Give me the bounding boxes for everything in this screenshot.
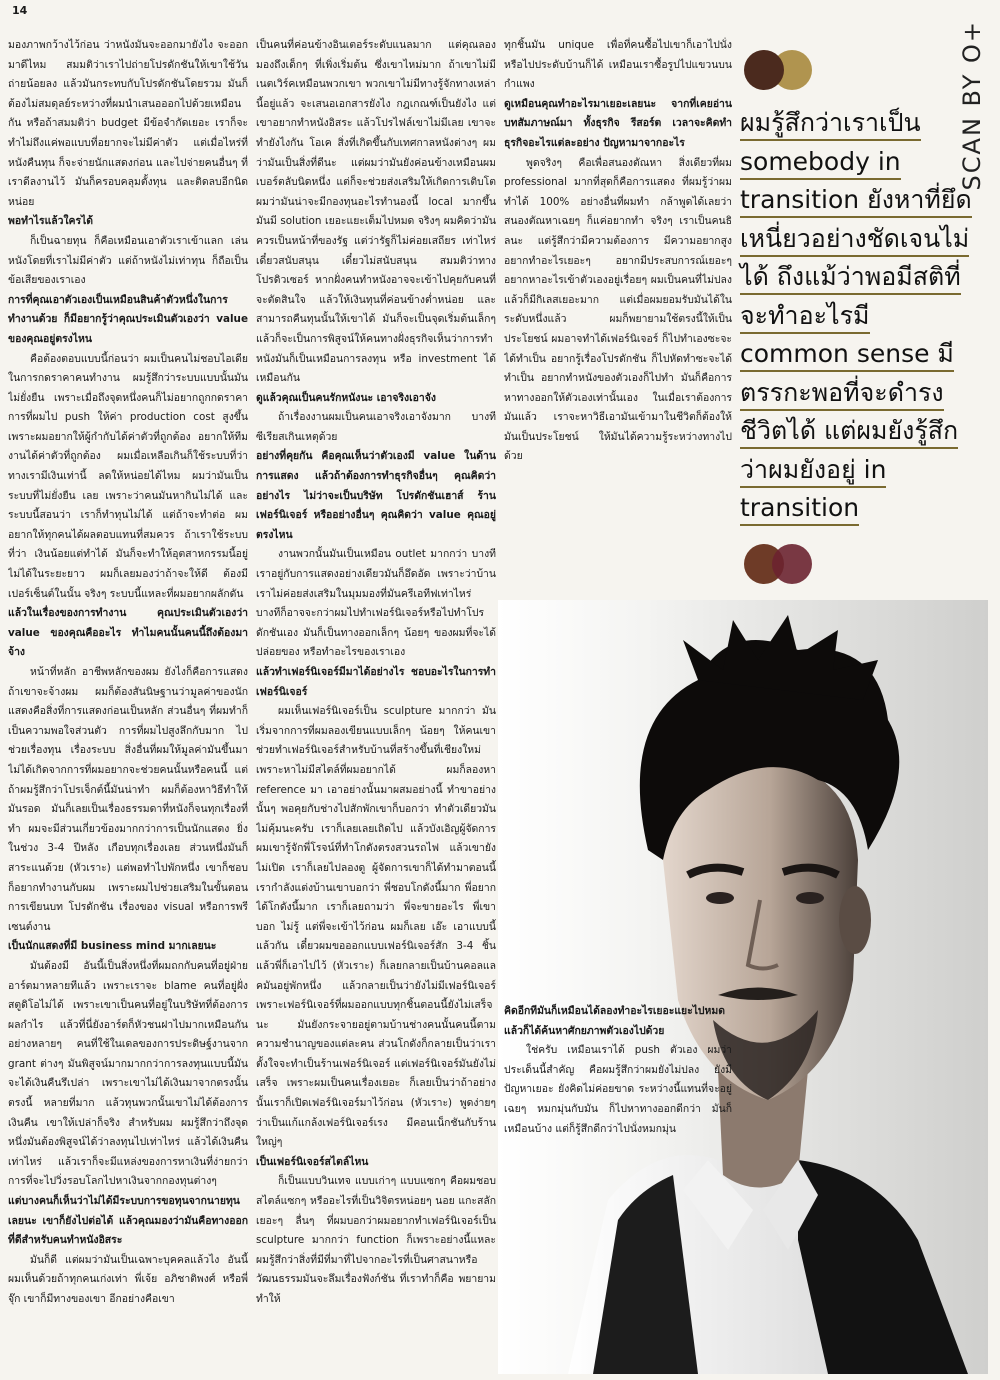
interview-question: เป็นเฟอร์นิเจอร์สไตล์ไหน bbox=[256, 1155, 369, 1168]
paragraph: พูดจริงๆ คือเพื่อสนองตัณหา สิ่งเดียวที่ผม professional มากที่สุดก็คือการแสดง ที่ผมรู้ว่าผมทำได้ 100% อย่างอื่นที่ผมทำ กล้าพูดได้เลยว่าสนองตัณหาเฉยๆ ก็แค่อยากทำ จริงๆ เราเป็นคนธิลนะ แต่รู้สึกว่ามีความต้องการ มีความอยากสูง อยากทำอะไรเยอะๆ อยากมีประสบการณ์เยอะๆ อยากหาอะไรเข้าตัวเองอยู่เรื่อยๆ ผมเป็นคนที่ไม่ปลง แล้วก็มีกิเลสเยอะมาก แต่เมื่อผมยอมรับมันได้ในระดับหนึ่งแล้ว ผมก็พยายามใช้ตรงนี้ให้เป็นประโยชน์ ผมอาจทำได้เฟอร์นิเจอร์ ก็ไปทำเองซะจะได้ทำเป็น อยากรู้เรื่องโปรดักชัน ก็ไปหัดทำซะจะได้ทำเป็น อยากทำหนังของตัวเองก็ไปทำ มันก็คือการหาทางออกให้ตัวเองเท่านั้นเอง ในเมื่อเราต้องการมันแล้ว เราจะหาวิธีเอามันเข้ามาในชีวิตก็ต้องให้มันเป็นประโยชน์ ให้มันได้ความรู้ระหว่างทางไปด้วย bbox=[504, 156, 732, 463]
paragraph: คือต้องตอบแบบนี้ก่อนว่า ผมเป็นคนไม่ชอบไอเดียในการกดราคาคนทำงาน ผมรู้สึกว่าระบบแบบนั้นมันไม่ยั่งยืน เพราะเมื่อถึงจุดหนึ่งคนก็ไม่อยากถูกกดราคา การที่ผมไป push ให้ค่า production cost สูงขึ้น เพราะผมอยากให้ผู้กำกับได้ค่าตัวที่ถูกต้อง อยากให้ทีมงานได้ค่าตัวที่ถูกต้อง ผมเมื่อเหลือเกินก็ใช้ระบบที่ว่า ทางเรามีเงินเท่านี้ ลดให้หน่อยได้ไหม ผมว่ามันเป็นระบบที่ไม่ยั่งยืน เลย เพราะว่าคนมันหากินไม่ได้ และระบบนี้สอนว่า เราก็ทำทุนไม่ได้ แต่ถ้าจะทำต่อ ผมอยากให้ทุกคนได้ผลตอบแทนที่สมควร ถ้าเราใช้ระบบที่ว่า เงินน้อยแต่ทำได้ มันก็จะทำให้อุตสาหกรรมนี้อยู่ไม่ได้ในระยะยาว ผมก็เลยมองว่าถ้าจะให้ดี ต้องมีเปอร์เซ็นต์ในนั้น จริงๆ ระบบนี้แหละที่ผมอยากผลักดัน bbox=[8, 352, 248, 600]
article-column-3-continued bbox=[504, 1002, 732, 1372]
side-label: SCAN BY O+ bbox=[958, 20, 986, 191]
paragraph: ผมเห็นเฟอร์นิเจอร์เป็น sculpture มากกว่า มันเริ่มจากการที่ผมลองเขียนแบบเล็กๆ น้อยๆ ให้คนเขาช่วยทำเฟอร์นิเจอร์สำหรับบ้านที่สร้างขึ้นที่เชียงใหม่ เพราะหาไม่มีสไตล์ที่ผมอยากได้ ผมก็ลองหา reference มา เอาอย่างนั้นมาผสมอย่างนี้ ทำขาอย่างนั้นๆ พอคุยกับช่างไปสักพักเขาก็บอกว่า ทำตัวเดียวมันไม่คุ้มนะครับ เราก็เลยเลยเถิดไป แล้วบังเอิญผู้จัดการผมเขารู้จักพี่โรจน์ที่ทำโกดังตรงสวนรถไฟ แล้วเขายังไม่เปิด เราก็เลยไปลองดู ผู้จัดการเขาก็ได้ทำมาตอนนี้เรากำลังแต่งบ้านเขาบอกว่า พี่ชอบโกดังนี้มาก พี่อยากได้โกดังนี้มาก เราก็เลยถามว่า พี่จะขายอะไร พี่เขาบอก ไม่รู้ แต่พี่จะเข้าไว้ก่อน ผมก็เลย เอ๊ะ เอาแบบนี้แล้วกัน เดี๋ยวผมขอออกแบบเฟอร์นิเจอร์สัก 3-4 ชิ้น แล้วพี่ก็เอาไปไว้ (หัวเราะ) ก็เลยกลายเป็นบ้านคอลแลคมันอยู่พักหนึ่ง แล้วกลายเป็นว่ายังไม่มีเฟอร์นิเจอร์เพราะเฟอร์นิเจอร์ที่ผมออกแบบทุกชิ้นตอนนี้ยังไม่เสร็จนะ มันยังกระจายอยู่ตามบ้านช่างคนนั้นคนนี้ตามความชำนาญของแต่ละคน ส่วนโกดังก็กลายเป็นว่าเราตั้งใจจะทำเป็นร้านเฟอร์นิเจอร์ แต่เฟอร์นิเจอร์มันยังไม่เสร็จ เพราะผมเป็นคนเรื่องเยอะ ก็เลยเป็นว่าถ้าอย่างนั้นเราก็เปิดเฟอร์นิเจอร์มาไว้ก่อน (หัวเราะ) พูดง่ายๆ ว่าเป็นแก้แกล้งเฟอร์นิเจอร์เรง มีคอนเน็กชันกับร้านใหญ่ๆ bbox=[256, 705, 496, 1149]
paragraph: ก็เป็นฉายทุน ก็คือเหมือนเอาตัวเราเข้าแลก เล่นหนังโดยที่เราไม่มีค่าตัว แต่ถ้าหนังไม่เท่าทุน ก็ถือเป็นข้อเสียของเราเอง bbox=[8, 234, 248, 287]
paragraph: ก็เป็นแบบวินเทจ แบบเก่าๆ แบบแซกๆ คือผมชอบสไตล์แซกๆ หรืออะไรที่เป็นวิจิตรหน่อยๆ นอย แกะสลักเยอะๆ ลื่นๆ ที่ผมบอกว่าผมอยากทำเฟอร์นิเจอร์เป็น sculpture มากกว่า function ก็เพราะอย่างนี้แหละ ผมรู้สึกว่าสิ่งที่มีที่มาที่ไปจากอะไรที่เป็นศาสนาหรือวัฒนธรรมมันจะลึมเรื่องฟังก์ชัน ที่เราทำก็คือ พยายามทำให้ bbox=[256, 1175, 496, 1305]
paragraph: เป็นคนที่ค่อนข้างอินเตอร์ระดับแนลมาก แต่คุณลองมองถึงเด็กๆ ที่เพิ่งเริ่มต้น ซึ่งเขาไหม่มาก ถ้าเขาไม่มีเนตเวิร์คเหมือนพวกเขา พวกเขาไม่มีทางรู้จักทางเหล่านี้อยู่แล้ว จะเสนอเอกสารยังไง กฎเกณฑ์เป็นยังไง แต่เขาอยากทำหนังอิสระ แล้วโปรไฟล์เขาไม่มีเลย เขาจะทำยังไงกัน โอเค สิ่งที่เกิดขึ้นกับเทศกาลหนังต่างๆ ผมว่ามันเป็นสิ่งที่ดีนะ แต่ผมว่ามันยังค่อนข้างเหมือนผมเบอร์ตลับนิดหนึ่ง แต่ก็จะช่วยส่งเสริมให้เกิดการเติบโต ผมว่ามันน่าจะมีกองทุนอะไรทำนองนี้ local มากขึ้น มันมี solution เยอะแยะเต็มไปหมด จริงๆ ผมคิดว่ามันควรเป็นหน้าที่ของรัฐ แต่ว่ารัฐก็ไม่ค่อยเสถียร เท่าไหร่ เดี๋ยวสนับสนุน เดี๋ยวไม่สนับสนุน สมมติว่าทางโปรดิวเซอร์ หากฝั่งคนทำหนังอาจจะเข้าไปคุยกับคนที่จะตัดสินใจ แล้วให้เงินทุนที่ค่อนข้างต่ำหน่อย และสามารถคืนทุนนั้นให้เขาได้ มันก็จะเป็นจุดเริ่มต้นเล็กๆ แล้วก็จะเป็นการพิสูจน์ให้คนทางฝั่งธุรกิจเห็นว่าการทำหนังมันก็เป็นเหมือนการลงทุน หรือ investment ได้เหมือนกัน bbox=[256, 39, 496, 385]
interview-question: ดูแล้วคุณเป็นคนรักหนังนะ เอาจริงเอาจัง bbox=[256, 391, 436, 404]
decorative-circles-top bbox=[744, 50, 824, 94]
interview-question: พอทำไรแล้วใครได้ bbox=[8, 215, 94, 228]
paragraph: ใช่ครับ เหมือนเราได้ push ตัวเอง ผมว่าประเด็นนี้สำคัญ คือผมรู้สึกว่าผมยังไม่ปลง ยังมีปัญหาเยอะ ยังคิดไม่ค่อยขาด ระหว่างนี้แทนที่จะอยู่เฉยๆ หมกมุ่นกับมัน ก็ไปหาทางออกดีกว่า มันก็เหมือนบ้าง แต่ก็รู้สึกดีกว่าไปนั่งหมกมุ่น bbox=[504, 1044, 732, 1135]
paragraph: ทุกชิ้นมัน unique เพื่อที่คนซื้อไปเขาก็เอาไปนั่ง หรือไปประดับบ้านก็ได้ เหมือนเราซื้อรูปไปแขวนบนกำแพง bbox=[504, 39, 732, 91]
paragraph: มันต้องมี อันนี้เป็นสิ่งหนึ่งที่ผมถกกับคนที่อยู่ฝ่ายอาร์ตมาหลายทีแล้ว เพราะเราจะ blame คนที่อยู่ฝั่งสตูดิโอไม่ได้ เพราะเขาเป็นคนที่อยู่ในบริษัทที่ต้องการผลกำไร แล้วที่นี่ยังอาร์ตก็หัวชนฝาไปมากเหมือนกัน อย่างหลายๆ คนที่ใช้ในเดลของการประดิษฐ์งานจาก grant ต่างๆ มันพิสูจน์มากมากกว่าการลงทุนแบบนี้มันจะได้เงินคืนรึเปล่า เพราะเขาไม่ได้เงินมาจากตรงนั้นตรงนี้ หลายที่มาก แล้วทุนพวกนั้นเขาไม่ได้ต้องการเงินคืน เขาให้เปล่าก็จริง สำหรับผม ผมรู้สึกว่าถึงจุดหนึ่งมันต้องพิสูจน์ได้ว่าลงทุนไปเท่าไหร่ แล้วได้เงินคืนเท่าไหร่ แล้วเราก็จะมีแหล่งของการหาเงินที่ง่ายกว่าการที่จะไปวิ่งรอบโลกไปหาเงินจากกองทุนต่างๆ bbox=[8, 959, 248, 1188]
paragraph: หน้าที่หลัก อาชีพหลักของผม ยังไงก็คือการแสดง ถ้าเขาจะจ้างผม ผมก็ต้องสันนิษฐานว่ามูลค่าของนักแสดงคือสิ่งที่การแสดงก่อนเป็นหลัก ส่วนอื่นๆ ที่ผมทำก็เป็นความพอใจส่วนตัว การที่ผมไปสูงลึกกับมาก ไปช่วยเรื่องทุน เรื่องระบบ สิ่งอื่นที่ผมให้มูลค่ามันขึ้นมาไม่ได้เกิดจากการที่ผมอยากจะช่วยคนนั้นหรือคนนี้ แต่ถ้าผมรู้สึกว่าโปรเจ็กต์นี้มันน่าทำ ผมก็ต้องหาวิธีทำให้มันรอด มันก็เลยเป็นเรื่องธรรมดาที่หนังก็จนทุกเรื่องที่ทำ ผมจะมีส่วนเกี่ยวข้องมากกว่าการเป็นนักแสดง ยิ่งในช่วง 3-4 ปีหลัง เกือบทุกเรื่องเลย ส่วนหนึ่งมันก็สาระแนด้วย (หัวเราะ) แต่พอทำไปพักหนึ่ง เขาก็ชอบ ก็อยากทำงานกับผม เพราะผมไปช่วยเสริมในขั้นตอนการเขียนบท โปรดักชัน เรื่องของ visual หรือการพรีเซนต์งาน bbox=[8, 666, 248, 933]
decorative-circles-bottom bbox=[744, 544, 824, 588]
pull-quote bbox=[740, 104, 972, 528]
paragraph: มันก็ดี แต่ผมว่ามันเป็นเฉพาะบุคคลแล้วไง อันนี้ผมเห็นด้วยถ้าทุกคนเก่งเท่า พี่เจ้ย อภิชาติพงศ์ หรือพี่จุ๊ก เขาก็มีทางของเขา อีกอย่างคือเขา bbox=[8, 1253, 248, 1305]
article-column-1 bbox=[8, 36, 248, 1371]
paragraph: งานพวกนั้นมันเป็นเหมือน outlet มากกว่า บางทีเราอยู่กับการแสดงอย่างเดียวมันก็อึดอัด เพราะว่าบ้านเราไม่ค่อยส่งเสริมในมุมมองที่มันครีเอทีฟเท่าไหร่ บางทีก็อาจจะกว่าผมไปทำเฟอร์นิเจอร์หรือไปทำโปรดักชันเอง มันก็เป็นทางออกเล็กๆ น้อยๆ ของผมที่จะได้ปล่อยของ หรือทำอะไรของเราเอง bbox=[256, 548, 496, 659]
interview-question: คิดอีกทีมันก็เหมือนได้ลองทำอะไรเยอะแยะไปหมด แล้วก็ได้ค้นหาศักยภาพตัวเองไปด้วย bbox=[504, 1005, 725, 1037]
interview-question: แล้วในเรื่องของการทำงาน คุณประเมินตัวเองว่า value ของคุณคืออะไร ทำไมคนนั้นคนนี้ถึงต้องมาจ้าง bbox=[8, 607, 248, 659]
paragraph: มองภาพกว้างไว้ก่อน ว่าหนังมันจะออกมายังไง จะออกมาดีไหม สมมติว่าเราไปถ่ายโปรดักชันให้เขาใช้วันถ่ายน้อยลง แล้วมันกระทบกับโปรดักชันโดยรวม มันก็ต้องไม่สมดุลย์ระหว่างที่ผมนำเสนอออกไปด้วยเหมือนกัน หรือถ้าสมมติว่า budget มีข้อจำกัดเยอะ เราก็จะทำไม่ถึงแค่พอแบบที่อยากจะไม่มีค่าตัว แต่เมื่อไหร่ที่หนังคืนทุน ก็จะจ่ายนักแสดงก่อน และไปจ่ายคนอื่นๆ ที่เราดีลงานไว้ มันก็ครอบคลุมตั้งทุน และติดลบอีกนิดหน่อย bbox=[8, 39, 248, 208]
interview-question: อย่างที่คุยกัน คือคุณเห็นว่าตัวเองมี value ในด้านการแสดง แล้วถ้าต้องการทำธุรกิจอื่นๆ คุณคิดว่าอย่างไร ไม่ว่าจะเป็นบริษัท โปรดักชันเฮาส์ ร้านเฟอร์นิเจอร์ หรืออย่างอื่นๆ คุณคิดว่า value คุณอยู่ตรงไหน bbox=[256, 450, 496, 541]
paragraph: ถ้าเรื่องงานผมเป็นคนเอาจริงเอาจังมาก บางทีซีเรียสเกินเหตุด้วย bbox=[256, 411, 496, 443]
article-column-2 bbox=[256, 36, 496, 1371]
article-column-3 bbox=[504, 36, 732, 476]
interview-question: แต่บางคนก็เห็นว่าไม่ได้มีระบบการขอทุนจากนายทุนเลยนะ เขาก็ยังไปต่อได้ แล้วคุณมองว่ามันคือทางออกที่ดีสำหรับคนทำหนังอิสระ bbox=[8, 1195, 248, 1247]
page-number: 14 bbox=[12, 4, 28, 17]
interview-question: แล้วทำเฟอร์นิเจอร์มีมาได้อย่างไร ชอบอะไรในการทำเฟอร์นิเจอร์ bbox=[256, 666, 496, 698]
interview-question: การที่คุณเอาตัวเองเป็นเหมือนสินค้าตัวหนึ่งในการทำงานด้วย ก็มีอยากรู้ว่าคุณประเมินตัวเองว่า value ของคุณอยู่ตรงไหน bbox=[8, 293, 248, 345]
interview-question: ดูเหมือนคุณทำอะไรมาเยอะเลยนะ จากที่เคยอ่านบทสัมภาษณ์มา ทั้งธุรกิจ รีสอร์ต เวลาจะคิดทำธุรกิจอะไรแต่ละอย่าง ปัญหามาจากอะไร bbox=[504, 97, 732, 149]
pull-quote-text: ผมรู้สึกว่าเราเป็น somebody in transition ยังหาที่ยึดเหนี่ยวอย่างชัดเจนไม่ได้ ถึงแม้ว่าพอมีสติที่จะทำอะไรมี common sense มีตรรกะพอที่จะดำรงชีวิตได้ แต่ผมยังรู้สึกว่าผมยังอยู่ in transition bbox=[740, 108, 972, 526]
interview-question: เป็นนักแสดงที่มี business mind มากเลยนะ bbox=[8, 940, 217, 953]
